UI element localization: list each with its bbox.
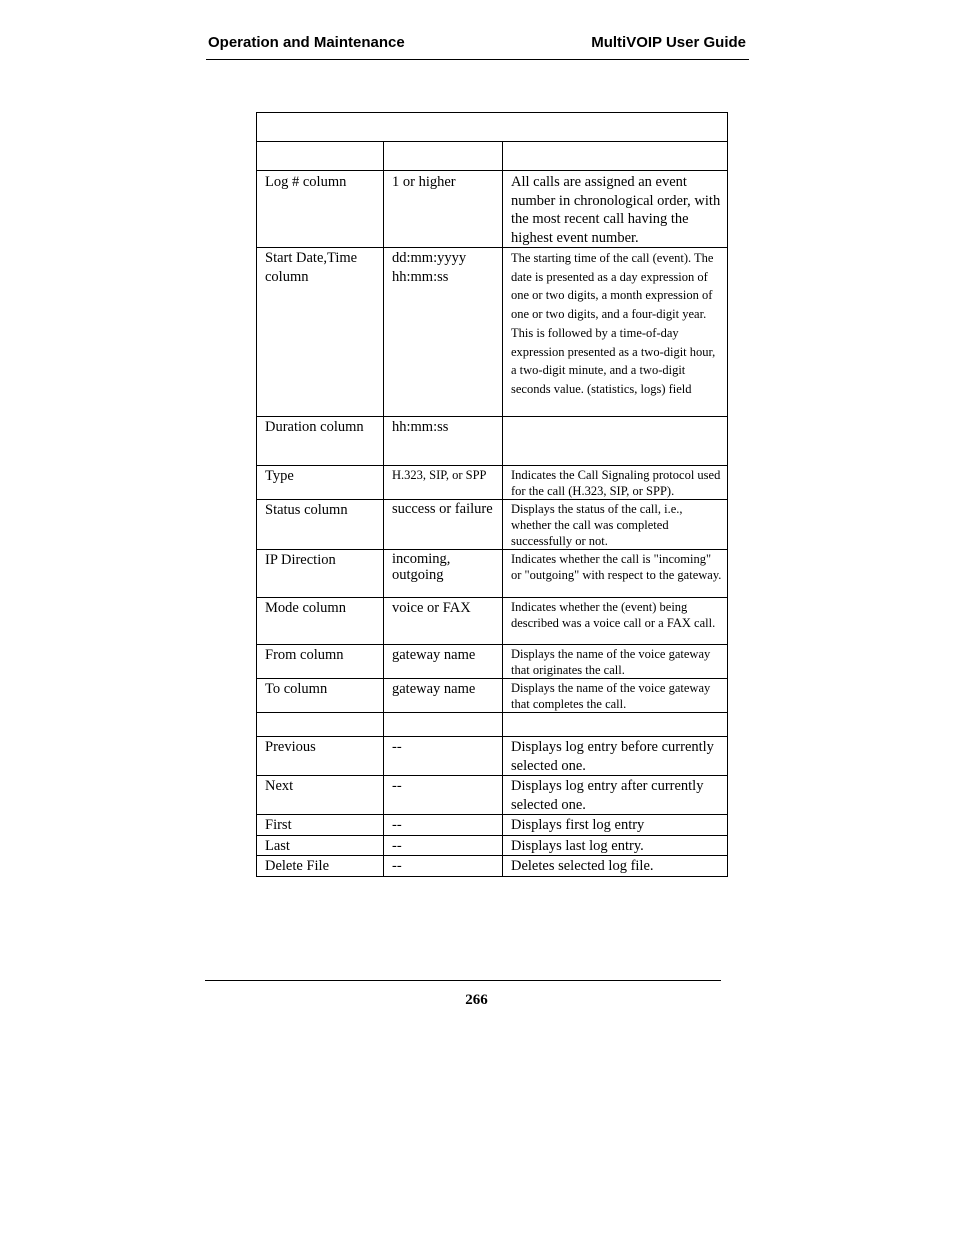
field-description: Indicates whether the call is "incoming" or "outgoing" with respect to the gateway. bbox=[503, 550, 728, 598]
field-description: Displays the name of the voice gateway that originates the call. bbox=[503, 645, 728, 679]
field-description: Indicates whether the (event) being described was a voice call or a FAX call. bbox=[503, 598, 728, 645]
field-values: hh:mm:ss bbox=[384, 417, 503, 466]
field-description: Displays log entry after currently selected one. bbox=[503, 776, 728, 815]
table-row bbox=[257, 466, 728, 500]
page-number: 266 bbox=[465, 992, 488, 1008]
table-header-row bbox=[257, 142, 728, 171]
field-values: voice or FAX bbox=[384, 598, 503, 645]
field-values bbox=[384, 713, 503, 737]
table-row bbox=[257, 835, 728, 856]
table-row bbox=[257, 856, 728, 877]
table-row bbox=[257, 248, 728, 417]
field-name: Duration column bbox=[257, 417, 384, 466]
field-name: Type bbox=[257, 466, 384, 500]
field-name: Previous bbox=[257, 737, 384, 776]
table-row bbox=[257, 417, 728, 466]
column-header bbox=[503, 142, 728, 171]
table-row bbox=[257, 645, 728, 679]
field-description bbox=[503, 713, 728, 737]
field-values: dd:mm:yyyy hh:mm:ss bbox=[384, 248, 503, 417]
field-values: -- bbox=[384, 856, 503, 877]
field-values: -- bbox=[384, 815, 503, 836]
field-name: IP Direction bbox=[257, 550, 384, 598]
field-name: Last bbox=[257, 835, 384, 856]
table-row bbox=[257, 598, 728, 645]
field-name: Log # column bbox=[257, 171, 384, 248]
field-values: -- bbox=[384, 835, 503, 856]
field-values: -- bbox=[384, 776, 503, 815]
field-name: Start Date,Time column bbox=[257, 248, 384, 417]
table-row bbox=[257, 500, 728, 550]
field-values: gateway name bbox=[384, 645, 503, 679]
guide-title: MultiVOIP User Guide bbox=[591, 34, 746, 51]
field-values: incoming, outgoing bbox=[384, 550, 503, 598]
field-description: Displays last log entry. bbox=[503, 835, 728, 856]
field-description: Displays log entry before currently selected one. bbox=[503, 737, 728, 776]
table-section-row bbox=[257, 713, 728, 737]
field-name: Mode column bbox=[257, 598, 384, 645]
field-description: Displays first log entry bbox=[503, 815, 728, 836]
field-name bbox=[257, 713, 384, 737]
field-name: First bbox=[257, 815, 384, 836]
field-values: H.323, SIP, or SPP bbox=[384, 466, 503, 500]
footer-divider bbox=[205, 980, 721, 981]
field-description bbox=[503, 417, 728, 466]
field-description: All calls are assigned an event number in chronological order, with the most recent call having the highest event number. bbox=[503, 171, 728, 248]
field-description: Displays the name of the voice gateway that completes the call. bbox=[503, 679, 728, 713]
field-values: gateway name bbox=[384, 679, 503, 713]
table-row bbox=[257, 776, 728, 815]
field-values: 1 or higher bbox=[384, 171, 503, 248]
table-row bbox=[257, 550, 728, 598]
field-name: Delete File bbox=[257, 856, 384, 877]
field-name: Status column bbox=[257, 500, 384, 550]
field-description: Indicates the Call Signaling protocol used for the call (H.323, SIP, or SPP). bbox=[503, 466, 728, 500]
table-row bbox=[257, 679, 728, 713]
log-fields-table bbox=[256, 112, 728, 877]
field-name: From column bbox=[257, 645, 384, 679]
column-header bbox=[257, 142, 384, 171]
table-title-row bbox=[257, 113, 728, 142]
field-description: Displays the status of the call, i.e., whether the call was completed successfully or not. bbox=[503, 500, 728, 550]
section-title: Operation and Maintenance bbox=[208, 34, 405, 51]
field-values: success or failure bbox=[384, 500, 503, 550]
table-row bbox=[257, 171, 728, 248]
table-row bbox=[257, 737, 728, 776]
field-name: Next bbox=[257, 776, 384, 815]
field-description: Deletes selected log file. bbox=[503, 856, 728, 877]
field-name: To column bbox=[257, 679, 384, 713]
field-values: -- bbox=[384, 737, 503, 776]
table-row bbox=[257, 815, 728, 836]
table-title bbox=[257, 113, 728, 142]
page-header bbox=[206, 32, 749, 60]
field-description: The starting time of the call (event). The date is presented as a day expression of one or two digits, a month expression of one or two digits, and a four-digit year. This is followed by a time-of-day expression presented as a two-digit hour, a two-digit minute, and a two-digit seconds value. (statistics, logs) field bbox=[503, 248, 728, 417]
column-header bbox=[384, 142, 503, 171]
